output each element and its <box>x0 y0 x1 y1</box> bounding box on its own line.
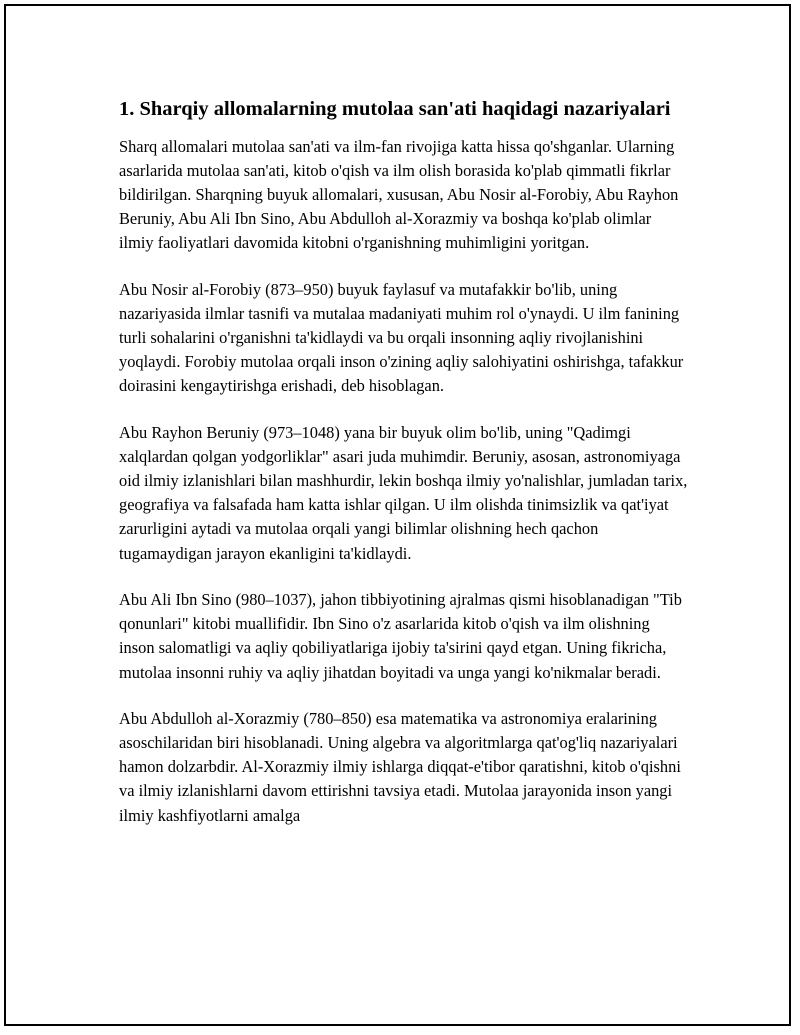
document-page <box>4 4 791 1026</box>
paragraph-beruniy: Abu Rayhon Beruniy (973–1048) yana bir buyuk olim bo'lib, uning "Qadimgi xalqlardan qolgan yodgorliklar" asari juda muhimdir. Beruniy, asosan, astronomiyaga oid ilmiy izlanishlari bilan mashhurdir, lekin boshqa ilmiy yo'nalishlar, jumladan tarix, geografiya va falsafada ham katta ishlar qilgan. U ilm olishda tinimsizlik va qat'iyat zarurligini aytadi va mutolaa orqali yangi bilimlar olishning hech qachon tugamaydigan jarayon ekanligini ta'kidlaydi. <box>119 422 688 563</box>
paragraph-forobiy: Abu Nosir al-Forobiy (873–950) buyuk faylasuf va mutafakkir bo'lib, uning nazariyasida ilmlar tasnifi va mutalaa madaniyati muhim rol o'ynaydi. U ilm fanining turli sohalarini o'rganishni ta'kidlaydi va bu orqali insonning aqliy rivojlanishini yoqlaydi. Forobiy mutolaa orqali inson o'zining aqliy salohiyatini oshirishga, tafakkur doirasini kengaytirishga erishadi, deb hisoblagan. <box>119 279 684 396</box>
paragraph-intro: Sharq allomalari mutolaa san'ati va ilm-fan rivojiga katta hissa qo'shganlar. Ularning asarlarida mutolaa san'ati, kitob o'qish va ilm olish borasida ko'plab qimmatli fikrlar bildirilgan. Sharqning buyuk allomalari, xususan, Abu Nosir al-Forobiy, Abu Rayhon Beruniy, Abu Ali Ibn Sino, Abu Abdulloh al-Xorazmiy va boshqa ko'plab olimlar ilmiy faoliyatlari davomida kitobni o'rganishning muhimligini yoritgan. <box>119 136 679 253</box>
paragraph-xorazmiy: Abu Abdulloh al-Xorazmiy (780–850) esa matematika va astronomiya eralarining asoschilaridan biri hisoblanadi. Uning algebra va algoritmlarga qat'og'liq nazariyalari hamon dolzarbdir. Al-Xorazmiy ilmiy ishlarga diqqat-e'tibor qaratishni, kitob o'qishni va ilmiy izlanishlarni davom ettirishni tavsiya etadi. Mutolaa jarayonida inson yangi ilmiy kashfiyotlarni amalga <box>119 708 681 825</box>
document-content <box>119 96 689 850</box>
section-heading: 1. Sharqiy allomalarning mutolaa san'ati haqidagi nazariyalari <box>119 98 671 120</box>
paragraph-ibn-sino: Abu Ali Ibn Sino (980–1037), jahon tibbiyotining ajralmas qismi hisoblanadigan "Tib qonunlari" kitobi muallifidir. Ibn Sino o'z asarlarida kitob o'qish va ilm olishning inson salomatligi va aqliy qobiliyatlariga ijobiy ta'sirini qayd etgan. Uning fikricha, mutolaa insonni ruhiy va aqliy jihatdan boyitadi va unga yangi ko'nikmalar beradi. <box>119 589 682 682</box>
